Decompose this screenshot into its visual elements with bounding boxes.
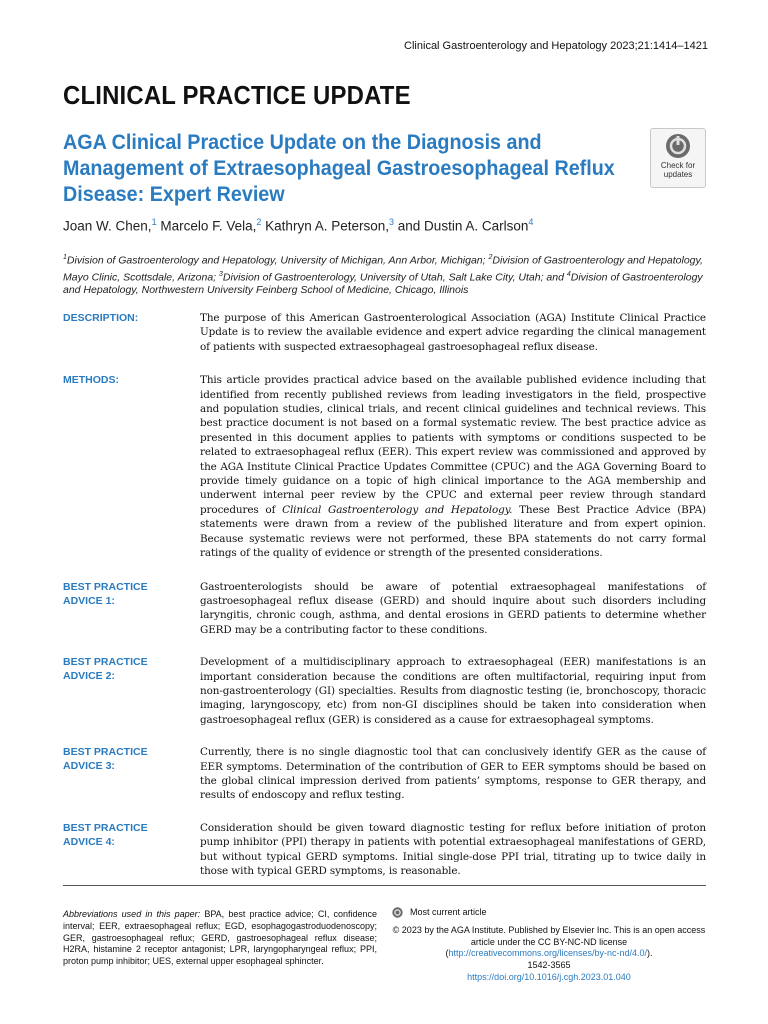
affiliation-number: 3 — [219, 270, 223, 278]
title-line: Management of Extraesophageal Gastroesophageal Reflux — [63, 157, 615, 180]
section-body: Consideration should be given toward diagnostic testing for reflux before initiation of proton pump inhibitor (PPI) therapy in patients with potential extraesophageal manifestations of GERD, but without typical GERD symptoms. Initial single-dose PPI trial, titrating up to twice daily in those with typical GERD symptoms, is reasonable. — [200, 821, 706, 877]
best-practice-advice-3 — [63, 745, 706, 803]
affiliation-text: Division of Gastroenterology and Hepatology, Mayo Clinic, Scottsdale, Arizona; — [63, 254, 703, 283]
affiliation-number: 4 — [566, 270, 571, 278]
journal-reference: Clinical Gastroenterology and Hepatology 2023;21:1414–1421 — [404, 40, 708, 52]
description-section — [63, 311, 706, 354]
author-name[interactable]: and Dustin A. Carlson — [397, 218, 529, 234]
section-body: The purpose of this American Gastroenterological Association (AGA) Institute Clinical Practice Update is to review the available evidence and expert advice regarding the clinical management of patients with suspected extraesophageal gastroesophageal reflux disease. — [200, 312, 706, 353]
license-link[interactable]: http://creativecommons.org/licenses/by-nc-nd/4.0/ — [448, 948, 648, 959]
heading-line: ADVICE 1: — [63, 594, 115, 607]
affiliation-marker[interactable]: 4 — [528, 217, 534, 227]
title-line: Disease: Expert Review — [63, 183, 285, 206]
best-practice-advice-2 — [63, 655, 706, 727]
author-name[interactable]: Marcelo F. Vela, — [160, 218, 257, 234]
section-heading — [63, 580, 200, 638]
affiliation-marker[interactable]: 3 — [389, 217, 395, 227]
affiliation-marker[interactable]: 1 — [151, 217, 157, 227]
heading-line: BEST PRACTICE — [63, 656, 148, 669]
author-name[interactable]: Joan W. Chen, — [63, 218, 152, 234]
section-heading — [63, 821, 200, 879]
affiliation-number: 2 — [488, 254, 493, 261]
issn: 1542-3565 — [527, 960, 571, 971]
section-body: Currently, there is no single diagnostic tool that can conclusively identify GER as the cause of EER symptoms. Determination of the contribution of GER to EER symptoms should be based on the global clinical impression derived from patients’ symptoms, response to GER therapy, and results of endoscopy and reflux testing. — [200, 746, 706, 802]
badge-text-line2: updates — [663, 170, 693, 179]
affiliations — [63, 251, 708, 297]
author-name[interactable]: Kathryn A. Peterson, — [265, 218, 389, 234]
most-current-icon — [392, 907, 403, 918]
best-practice-advice-1 — [63, 580, 706, 638]
section-body: Development of a multidisciplinary approach to extraesophageal (EER) manifestations is an important consideration because the conditions are often multifactorial, requiring input from non-gastroenterology (GI) specialties. Results from diagnostic testing (ie, bronchoscopy, thoracic imaging, laryngoscopy, etc) from non-GI disciplines should be taken into consideration when gastroesophageal reflux (GER) is considered as a cause for extraesophageal symptoms. — [200, 656, 706, 726]
section-body — [200, 373, 706, 560]
abbreviations-note — [63, 909, 377, 968]
heading-line: BEST PRACTICE — [63, 746, 148, 759]
heading-line: ADVICE 4: — [63, 835, 115, 848]
footer-divider — [63, 885, 706, 886]
most-current-notice — [392, 907, 706, 919]
copyright-notice — [392, 925, 706, 960]
heading-line: ADVICE 2: — [63, 670, 115, 683]
badge-text-line1: Check for — [660, 161, 696, 170]
affiliation-number: 1 — [63, 254, 67, 261]
copyright-block — [392, 907, 706, 984]
heading-line: BEST PRACTICE — [63, 821, 148, 834]
section-heading: DESCRIPTION: — [63, 312, 139, 324]
heading-line: ADVICE 3: — [63, 760, 115, 773]
affiliation-text: Division of Gastroenterology, University of Utah, Salt Lake City, Utah; and — [222, 271, 567, 283]
article-title — [63, 130, 623, 208]
check-for-updates-icon — [665, 133, 691, 159]
best-practice-advice-4 — [63, 821, 706, 879]
abstract-sections — [63, 311, 706, 878]
abbreviations-lead: Abbreviations used in this paper: — [63, 909, 201, 919]
most-current-text: Most current article — [410, 907, 487, 917]
author-list — [63, 217, 533, 234]
journal-name: Clinical Gastroenterology and Hepatology. — [282, 503, 513, 516]
methods-text: These Best Practice Advice (BPA) statements were drawn from a review of the published literature and from expert opinion. Because systematic reviews were not performed, these BPA statements do not carry formal ratings of the quality of evidence or strength of the presented considerations. — [200, 503, 706, 560]
section-heading — [63, 655, 200, 727]
section-heading — [63, 745, 200, 803]
abbreviations-text: BPA, best practice advice; CI, confidence interval; EER, extraesophageal reflux; EGD, esophagogastroduodenoscopy; GER, gastroesophageal reflux; GERD, gastroesophageal reflux disease; H2RA, histamine 2 receptor antagonist; LPR, laryngopharyngeal reflux; PPI, proton pump inhibitor; UES, external upper esophageal sphincter. — [63, 909, 377, 967]
section-body: Gastroenterologists should be aware of potential extraesophageal manifestations of gastroesophageal reflux disease (GERD) and should inquire about such disorders including laryngitis, chronic cough, asthma, and dental erosions in GERD patients to determine whether GERD may be a contributing factor to these conditions. — [200, 580, 706, 636]
methods-section — [63, 373, 706, 560]
affiliation-text: Division of Gastroenterology and Hepatology, University of Michigan, Ann Arbor, Michigan; — [66, 254, 489, 267]
section-label: CLINICAL PRACTICE UPDATE — [63, 80, 411, 110]
title-line: AGA Clinical Practice Update on the Diagnosis and — [63, 131, 542, 154]
section-heading: METHODS: — [63, 374, 119, 387]
copyright-text: ). — [647, 948, 653, 959]
affiliation-marker[interactable]: 2 — [256, 217, 262, 227]
copyright-text: © 2023 by the AGA Institute. Published by Elsevier Inc. This is an open access article under the CC BY-NC-ND license ( — [392, 924, 706, 959]
doi-link[interactable]: https://doi.org/10.1016/j.cgh.2023.01.040 — [467, 971, 631, 982]
check-for-updates-badge[interactable] — [650, 128, 706, 188]
methods-text: This article provides practical advice based on the available published evidence including that identified from recently published reviews from leading investigators in the field, prospective and population studies, clinical trials, and recent clinical guidelines and technical reviews. This best practice document is not based on a formal systematic review. The best practice advice as presented in this document applies to patients with symptoms or conditions suspected to be related to extraesophageal reflux (EER). This expert review was commissioned and approved by the AGA Institute Clinical Practice Updates Committee (CPUC) and the AGA Governing Board to provide timely guidance on a topic of high clinical importance to the AGA membership and underwent internal peer review by the CPUC and external peer review through standard procedures of — [200, 374, 706, 516]
heading-line: BEST PRACTICE — [63, 580, 148, 593]
affiliation-text: Division of Gastroenterology and Hepatology, Northwestern University Feinberg School of Medicine, Chicago, Illinois — [63, 271, 703, 296]
